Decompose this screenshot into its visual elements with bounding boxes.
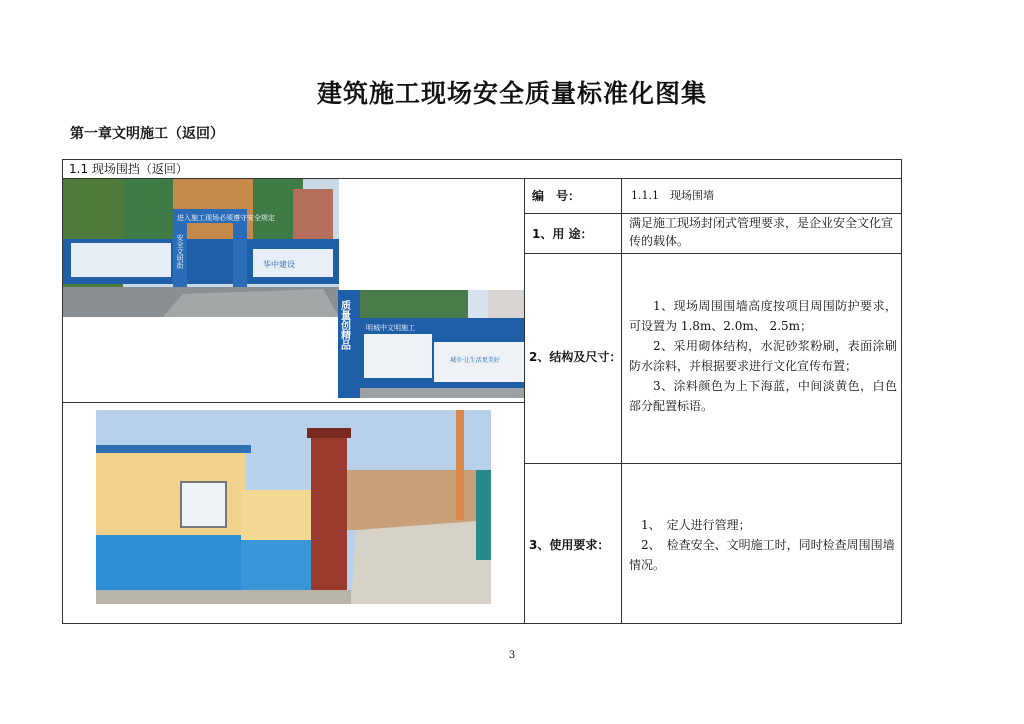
site-fence-wall-photo (338, 290, 524, 398)
usage-item: 2、 检查安全、文明施工时，同时检查周围围墙情况。 (629, 538, 895, 572)
gate-slogan: 进入施工现场必须遵守安全规定 (177, 214, 275, 222)
wall-vertical-slogan: 质量创精品 (338, 300, 350, 350)
number-value: 1.1.1 现场围墙 (631, 189, 714, 202)
usage-item: 1、 定人进行管理； (641, 518, 751, 532)
usage-list (629, 515, 897, 575)
fence-brand: 华中建设 (263, 260, 295, 269)
gate-pillar-text: 安全文明街 (176, 234, 184, 269)
number-label: 编 号： (532, 189, 581, 203)
usage-label: 3、使用要求： (529, 538, 610, 552)
chapter-heading[interactable]: 第一章文明施工（返回） (70, 126, 224, 142)
structure-item: 3、涂料颜色为上下海蓝，中间淡黄色，白色部分配置标语。 (629, 379, 897, 413)
structure-label: 2、结构及尺寸： (529, 350, 622, 364)
purpose-value: 满足施工现场封闭式管理要求，是企业安全文化宣传的载体。 (629, 216, 894, 248)
table-divider (524, 253, 902, 254)
structure-list (629, 296, 897, 416)
wall-banner-text: 明城中文明施工 (366, 324, 415, 332)
structure-item: 2、采用砌体结构，水泥砂浆粉刷，表面涂刷防水涂料，并根据要求进行文化宣传布置； (629, 339, 897, 373)
purpose-label: 1、用 途： (532, 227, 593, 241)
structure-item: 1、现场周围围墙高度按项目周围防护要求，可设置为 1.8m、2.0m、 2.5m； (629, 299, 897, 333)
table-divider (62, 402, 524, 403)
site-gatehouse-photo (96, 410, 491, 604)
page-number: 3 (508, 650, 516, 661)
site-fence-gate-photo (63, 179, 339, 317)
section-heading[interactable]: 1.1 现场围挡（返回） (69, 162, 188, 176)
document-title: 建筑施工现场安全质量标准化图集 (316, 79, 707, 108)
table-divider (524, 463, 902, 464)
table-divider (524, 178, 525, 624)
table-divider (621, 178, 622, 624)
wall-brand-text: 城市·让生活更美好 (450, 357, 500, 364)
